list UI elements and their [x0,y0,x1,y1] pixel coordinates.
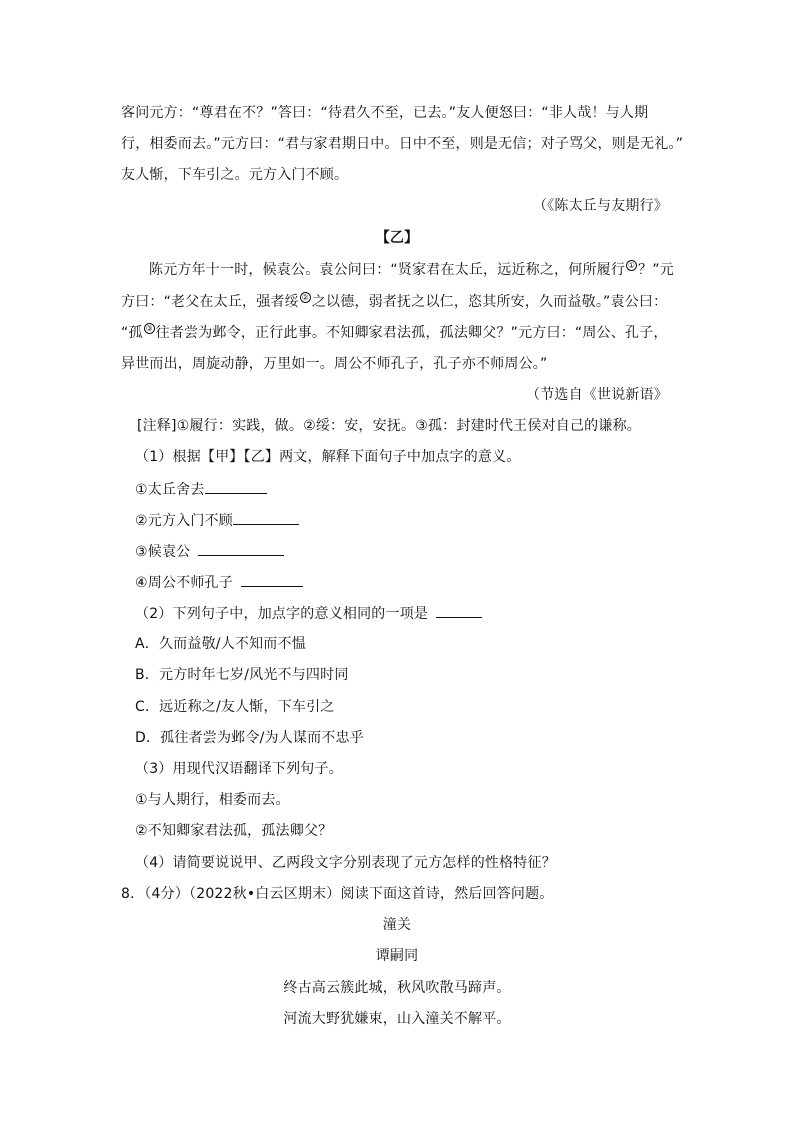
q1-item-3-text: ③候袁公 [135,544,191,560]
q1-item-2-text: ②元方入门不顾 [135,513,233,529]
passage-yi-line-1-end: ？”元 [638,262,674,278]
q3-item-2: ②不知卿家君法孤，孤法卿父？ [135,823,333,839]
q3-item-1: ①与人期行，相委而去。 [135,792,290,808]
footnote-marker-1: ① [627,261,636,270]
q2-option-c: C．远近称之/友人惭，下车引之 [135,699,335,715]
q1-prompt: （1）根据【甲】【乙】两文，解释下面句子中加点字的意义。 [135,449,521,465]
q2-option-d: D．孤往者尝为邺令/为人谋而不忠乎 [135,730,364,746]
passage-yi-line-2 [121,292,667,312]
q1-item-1 [135,479,267,500]
q2-answer-blank[interactable] [436,603,482,618]
passage-jia-line-1: 客问元方：“尊君在不？”答曰：“待君久不至，已去。”友人便怒曰：“非人哉！与人期 [121,105,649,121]
passage-yi-line-1 [149,260,674,280]
passage-yi-line-3-b: 往者尝为邺令，正行此事。不知卿家君法孤，孤法卿父？”元方曰：“周公、孔子， [155,325,668,341]
passage-yi-line-4: 异世而出，周旋动静，万里如一。周公不师孔子，孔子亦不师周公。” [121,356,548,372]
q8-prompt: 8．（4分）（2022秋•白云区期末）阅读下面这首诗，然后回答问题。 [121,886,554,902]
passage-yi-line-2-b: 之以德，弱者抚之以仁，恣其所安，久而益敬。”袁公曰： [311,294,668,310]
passage-yi-line-3-a: “孤 [121,325,143,341]
passage-yi-source: （节选自《世说新语》 [526,387,668,403]
q2-option-a: A．久而益敬/人不知而不愠 [135,636,306,652]
footnote-marker-3: ③ [145,324,153,333]
q1-item-4-text: ④周公不师孔子 [135,575,233,591]
passage-yi-line-1-text: 陈元方年十一时，候袁公。袁公问曰：“贤家君在太丘，远近称之，何所履行 [149,262,626,278]
q2-prompt-line [135,603,482,624]
q1-item-2 [135,510,299,531]
poem-title: 潼关 [382,917,412,933]
footnote-marker-2: ② [301,293,310,302]
poem-author: 谭嗣同 [375,948,419,964]
poem-line-2: 河流大野犹嫌束，山入潼关不解平。 [283,1011,511,1027]
annotation-notes: [注释]①履行：实践，做。②绥：安，安抚。③孤：封建时代王侯对自己的谦称。 [137,418,641,434]
q3-prompt: （3）用现代汉语翻译下列句子。 [135,761,343,777]
passage-yi-line-2-a: 方曰：“老父在太丘，强者绥 [121,294,299,310]
poem-line-1: 终古高云簇此城，秋风吹散马蹄声。 [283,980,511,996]
answer-blank-3[interactable] [198,541,284,556]
q2-prompt: （2）下列句子中，加点字的意义相同的一项是 [135,606,429,622]
passage-jia-line-2: 行，相委而去。”元方曰：“君与家君期日中。日中不至，则是无信；对子骂父，则是无礼。” [121,136,684,152]
q2-option-b: B．元方时年七岁/风光不与四时同 [135,667,349,683]
passage-jia-source: （《陈太丘与友期行》 [533,198,668,214]
answer-blank-2[interactable] [233,510,299,525]
q1-item-3 [135,541,284,562]
passage-yi-line-3 [121,323,668,343]
passage-yi-heading: 【乙】 [375,230,419,246]
q1-item-4 [135,572,303,593]
q1-item-1-text: ①太丘舍去 [135,482,205,498]
answer-blank-4[interactable] [241,572,303,587]
passage-jia-line-3: 友人惭，下车引之。元方入门不顾。 [121,167,349,183]
q4-prompt: （4）请简要说说甲、乙两段文字分别表现了元方怎样的性格特征？ [135,855,556,871]
answer-blank-1[interactable] [205,479,267,494]
